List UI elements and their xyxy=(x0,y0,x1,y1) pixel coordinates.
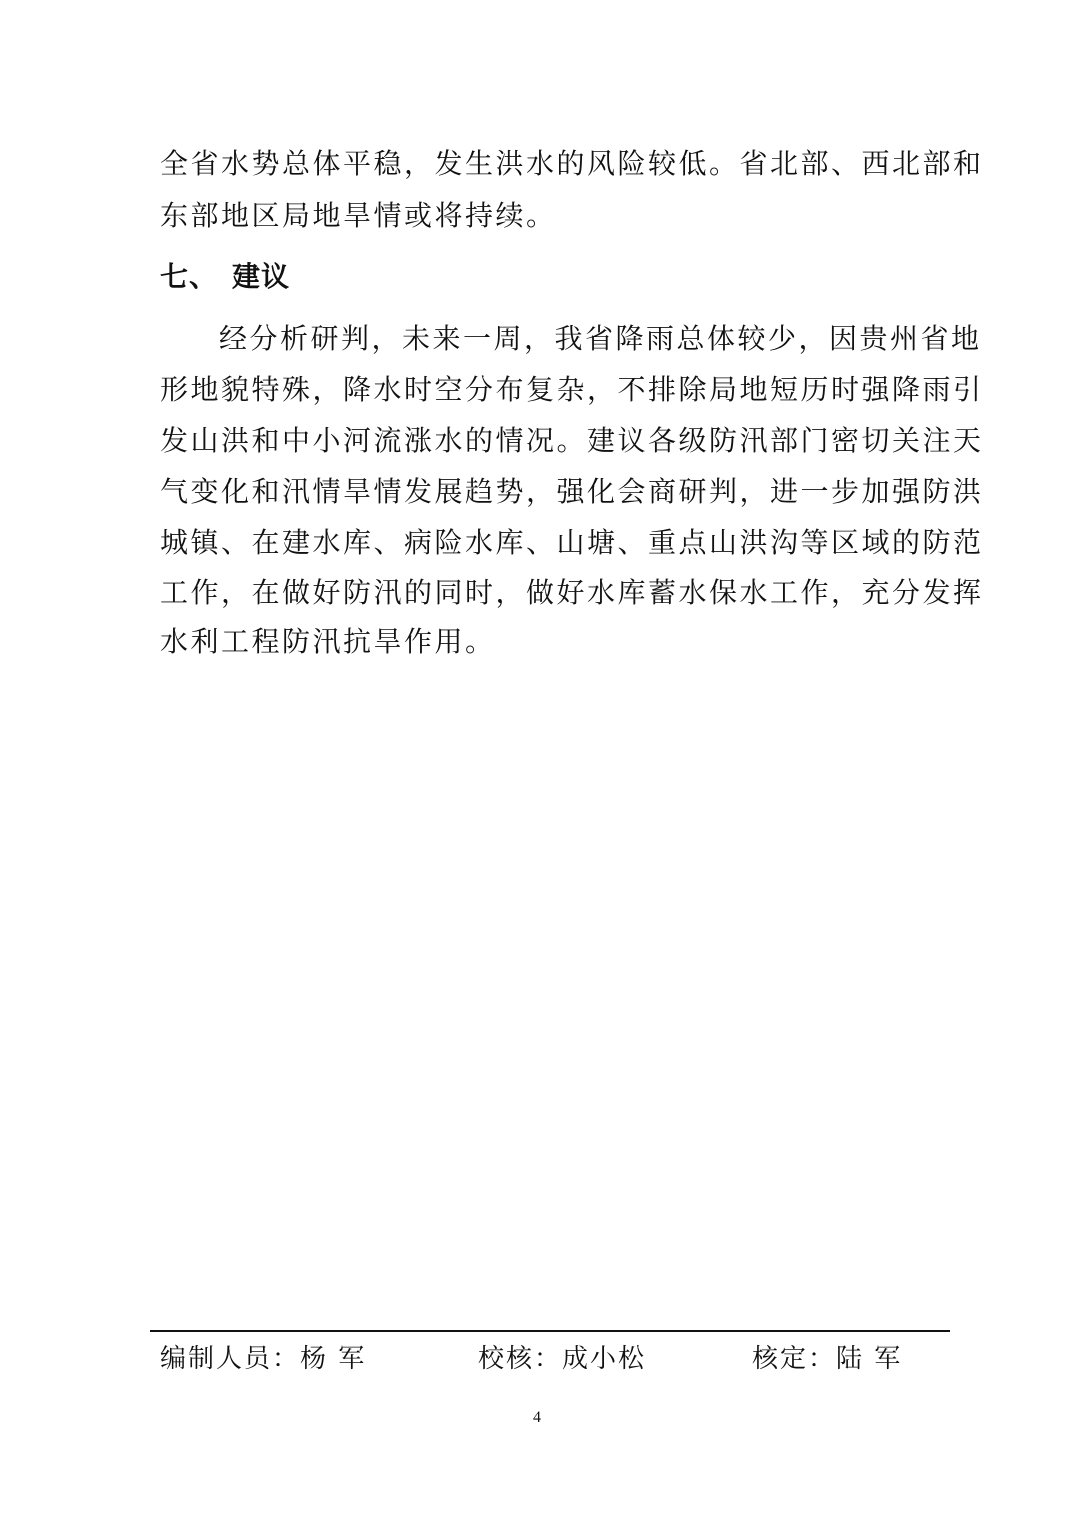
paragraph-2-line-2: 形地貌特殊，降水时空分布复杂，不排除局地短历时强降雨引 xyxy=(160,373,984,406)
footer-approver: 核定：陆 军 xyxy=(752,1344,903,1374)
paragraph-1-line-1: 全省水势总体平稳，发生洪水的风险较低。省北部、西北部和 xyxy=(160,147,984,180)
paragraph-2-line-3: 发山洪和中小河流涨水的情况。建议各级防汛部门密切关注天 xyxy=(160,424,984,457)
paragraph-2-line-5: 城镇、在建水库、病险水库、山塘、重点山洪沟等区域的防范 xyxy=(160,526,984,559)
section-number: 七、 xyxy=(160,260,219,293)
footer-checker: 校核：成小松 xyxy=(478,1344,647,1374)
section-title: 建议 xyxy=(232,260,291,293)
section-heading xyxy=(160,259,290,295)
paragraph-2-line-6: 工作，在做好防汛的同时，做好水库蓄水保水工作，充分发挥 xyxy=(160,576,984,609)
paragraph-2-line-4: 气变化和汛情旱情发展趋势，强化会商研判，进一步加强防洪 xyxy=(160,475,984,508)
footer-compiler: 编制人员：杨 军 xyxy=(160,1344,367,1374)
footer-divider xyxy=(150,1330,950,1332)
paragraph-2-line-1: 经分析研判，未来一周，我省降雨总体较少，因贵州省地 xyxy=(219,322,982,355)
paragraph-2-line-7: 水利工程防汛抗旱作用。 xyxy=(160,625,496,658)
page-number: 4 xyxy=(533,1409,541,1426)
paragraph-1-line-2: 东部地区局地旱情或将持续。 xyxy=(160,199,557,232)
